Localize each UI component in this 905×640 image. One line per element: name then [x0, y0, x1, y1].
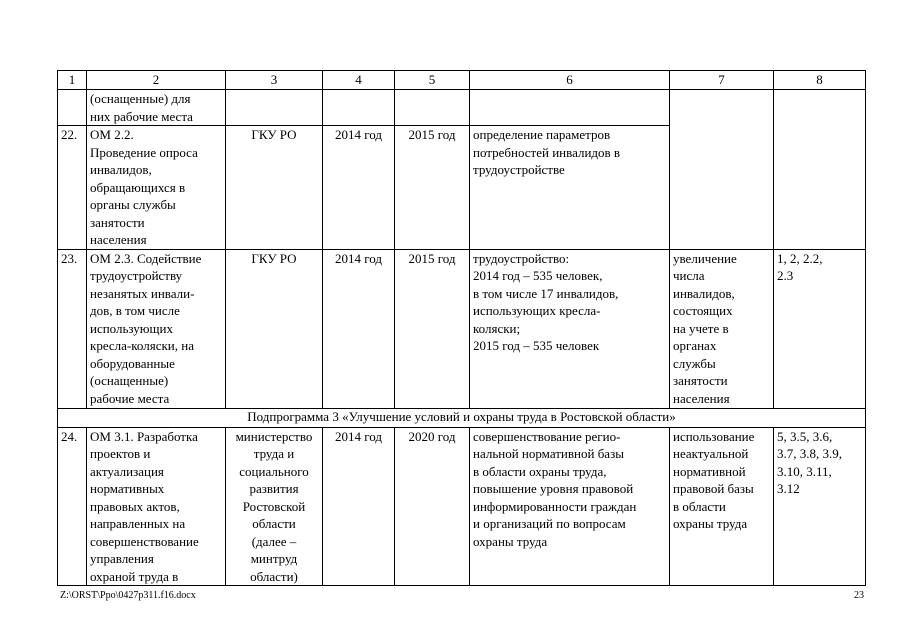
header-cell: 4	[323, 71, 395, 90]
header-cell: 2	[87, 71, 226, 90]
link-cell: 5, 3.5, 3.6, 3.7, 3.8, 3.9, 3.10, 3.11, 3.12	[774, 427, 866, 586]
end-year-cell	[395, 90, 470, 126]
link-cell: 1, 2, 2.2, 2.3	[774, 249, 866, 408]
result-cell: определение параметров потребностей инвалидов в трудоустройстве	[470, 126, 670, 250]
subprogram-title: Подпрограмма 3 «Улучшение условий и охраны труда в Ростовской области»	[58, 408, 866, 427]
end-year-cell: 2015 год	[395, 126, 470, 250]
row-number-cell: 23.	[58, 249, 87, 408]
executor-cell: ГКУ РО	[226, 126, 323, 250]
result-cell	[470, 90, 670, 126]
executor-cell	[226, 90, 323, 126]
table-row	[58, 90, 866, 126]
header-cell: 1	[58, 71, 87, 90]
row-number-cell	[58, 90, 87, 126]
link-cell	[774, 90, 866, 250]
table-row	[58, 249, 866, 408]
header-cell: 8	[774, 71, 866, 90]
end-year-cell: 2020 год	[395, 427, 470, 586]
consequence-cell: использование неактуальной нормативной правовой базы в области охраны труда	[670, 427, 774, 586]
header-cell: 7	[670, 71, 774, 90]
start-year-cell	[323, 90, 395, 126]
row-number-cell: 22.	[58, 126, 87, 250]
footer-file-path: Z:\ORST\Ppo\0427p311.f16.docx	[60, 590, 196, 601]
row-number-cell: 24.	[58, 427, 87, 586]
consequence-cell: увеличение числа инвалидов, состоящих на учете в органах службы занятости населения	[670, 249, 774, 408]
measures-table	[57, 70, 866, 586]
header-cell: 6	[470, 71, 670, 90]
measure-cell: ОМ 3.1. Разработка проектов и актуализация нормативных правовых актов, направленных на совершенствование управления охраной труда в	[87, 427, 226, 586]
measure-cell: (оснащенные) для них рабочие места	[87, 90, 226, 126]
consequence-cell	[670, 90, 774, 250]
table-header-row	[58, 71, 866, 90]
page-number: 23	[854, 590, 864, 601]
start-year-cell: 2014 год	[323, 427, 395, 586]
start-year-cell: 2014 год	[323, 249, 395, 408]
start-year-cell: 2014 год	[323, 126, 395, 250]
measure-cell: ОМ 2.2. Проведение опроса инвалидов, обращающихся в органы службы занятости населения	[87, 126, 226, 250]
header-cell: 5	[395, 71, 470, 90]
measure-cell: ОМ 2.3. Содействие трудоустройству незанятых инвали- дов, в том числе использующих кресла-коляски, на оборудованные (оснащенные) рабочие места	[87, 249, 226, 408]
executor-cell: ГКУ РО	[226, 249, 323, 408]
result-cell: совершенствование регио- нальной нормативной базы в области охраны труда, повышение уровня правовой информированности граждан и организаций по вопросам охраны труда	[470, 427, 670, 586]
header-cell: 3	[226, 71, 323, 90]
table-row	[58, 427, 866, 586]
subprogram-row	[58, 408, 866, 427]
result-cell: трудоустройство: 2014 год – 535 человек, в том числе 17 инвалидов, использующих кресла- коляски; 2015 год – 535 человек	[470, 249, 670, 408]
executor-cell: министерство труда и социального развития Ростовской области (далее – минтруд области)	[226, 427, 323, 586]
end-year-cell: 2015 год	[395, 249, 470, 408]
